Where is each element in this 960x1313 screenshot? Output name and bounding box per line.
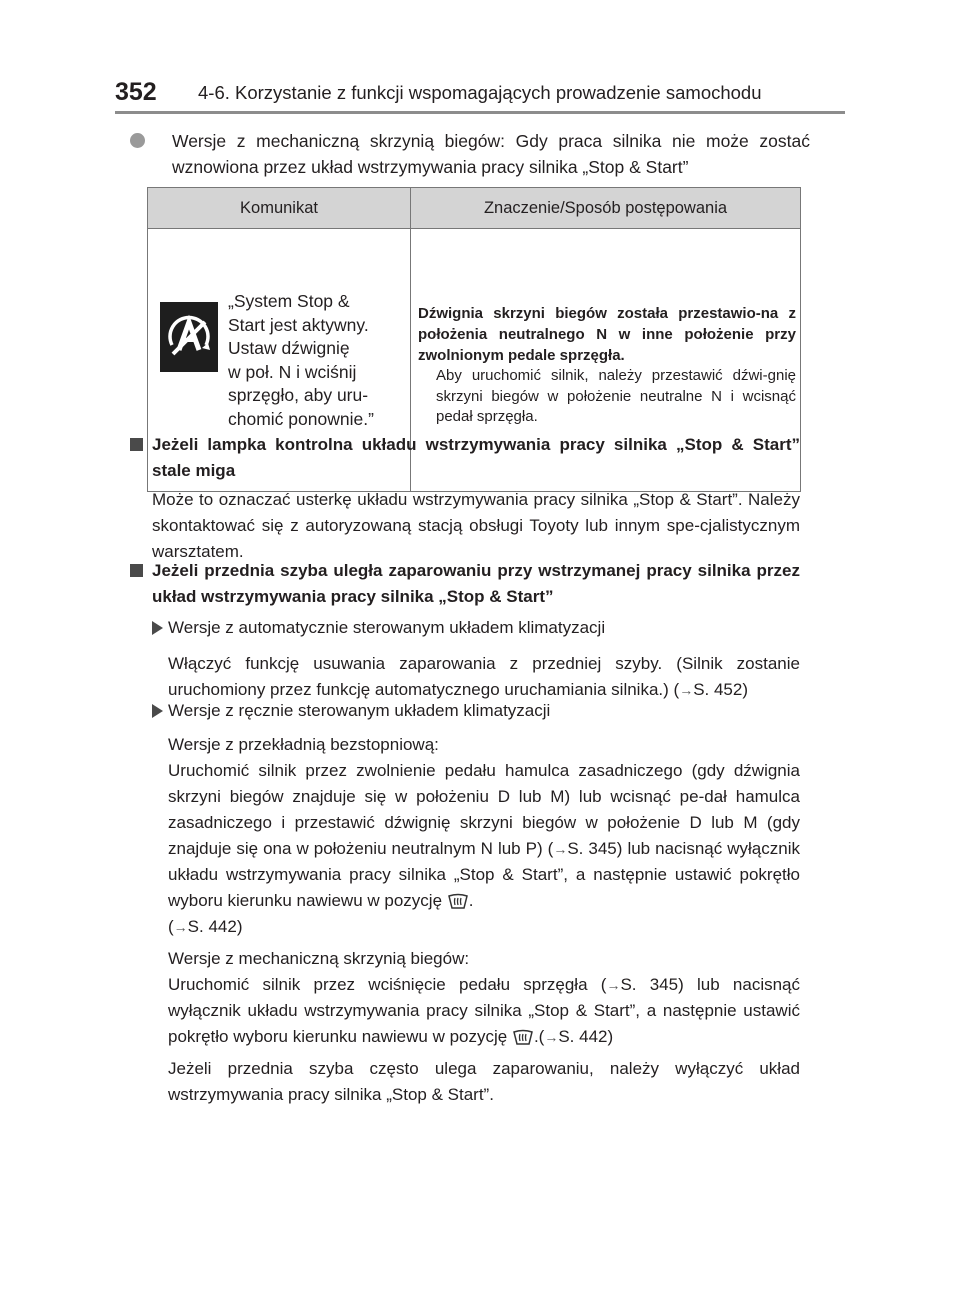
paragraph-advice: Jeżeli przednia szyba często ulega zaparowaniu, należy wyłączyć układ wstrzymywania pracy silnika „Stop & Start”. xyxy=(168,1059,800,1104)
subsection-title: Wersje z automatycznie sterowanym układem klimatyzacji xyxy=(130,615,800,641)
paragraph-manual: Wersje z mechaniczną skrzynią biegów: Uruchomić silnik przez wciśnięcie pedału sprzęgła (→S. 345) lub nacisnąć wyłącznik układu wstrzymywania pracy silnika „Stop & Start”, a następnie ustawić pokrętło wyboru kierunku nawiewu w pozycję .(→S. 442) xyxy=(168,949,801,1046)
right-arrow-icon: → xyxy=(544,1029,559,1045)
col-header-message: Komunikat xyxy=(148,188,411,229)
subsection-body xyxy=(130,732,800,1108)
section-lamp-blinking xyxy=(130,432,800,565)
message-text: „System Stop & Start jest aktywny. Ustaw dźwignię w poł. N i wciśnij sprzęgło, aby uru- chomić ponownie.” xyxy=(228,291,374,429)
right-arrow-icon: → xyxy=(606,977,621,993)
paragraph-cvt: Wersje z przekładnią bezstopniową: Uruchomić silnik przez zwolnienie pedału hamulca zasadniczego (gdy dźwignia skrzyni biegów znajduje się w położeniu D lub M) lub wcisnąć pe-dał hamulca zasadniczego i przestawić dźwignię skrzyni biegów w położenie D lub M (gdy znajduje się ona w położeniu neutralnym N lub P) (→S. 345) lub nacisnąć wyłącznik układu wstrzymywania pracy silnika „Stop & Start”, a następnie ustawić pokrętło wyboru kierunku nawiewu w pozycję . (→S. 442) xyxy=(168,735,800,936)
stop-start-icon xyxy=(160,302,218,372)
section-heading: Jeżeli przednia szyba uległa zaparowaniu przy wstrzymanej pracy silnika przez układ wstrzymywania pracy silnika „Stop & Start” xyxy=(130,558,800,610)
circle-bullet-icon xyxy=(130,133,145,148)
triangle-bullet-icon xyxy=(152,704,163,718)
subsection-auto-ac xyxy=(130,615,800,703)
subsection-body: Włączyć funkcję usuwania zaparowania z przedniej szyby. (Silnik zostanie uruchomiony przez funkcję automatycznego uruchamiania silnika.) (→S. 452) xyxy=(168,654,800,699)
intro-paragraph xyxy=(130,128,810,180)
right-arrow-icon: → xyxy=(679,682,694,698)
square-bullet-icon xyxy=(130,564,143,577)
section-heading: Jeżeli lampka kontrolna układu wstrzymywania pracy silnika „Stop & Start” stale miga xyxy=(130,432,800,484)
page-header xyxy=(115,78,845,114)
col-header-meaning: Znaczenie/Sposób postępowania xyxy=(411,188,801,229)
square-bullet-icon xyxy=(130,438,143,451)
page-number: 352 xyxy=(115,78,157,106)
section-windshield-fog xyxy=(130,558,800,610)
windshield-defog-icon xyxy=(512,1027,534,1043)
action-text: Aby uruchomić silnik, należy przestawić dźwi-gnię skrzyni biegów w położenie neutralne N i wcisnąć pedał sprzęgła. xyxy=(436,367,796,425)
right-arrow-icon: → xyxy=(173,919,188,935)
section-body: Może to oznaczać usterkę układu wstrzymywania pracy silnika „Stop & Start”. Należy skontaktować się z autoryzowaną stacją obsługi Toyoty lub innym spe-cjalistycznym warsztatem. xyxy=(152,490,800,561)
meaning-bold: Dźwignia skrzyni biegów została przestawio-na z położenia neutralnego N w inne położenie przy zwolnionym pedale sprzęgła. xyxy=(418,305,796,364)
subsection-manual-ac xyxy=(130,698,800,1114)
right-arrow-icon: → xyxy=(553,841,568,857)
chapter-title: 4-6. Korzystanie z funkcji wspomagających prowadzenie samochodu xyxy=(198,82,762,103)
intro-text: Wersje z mechaniczną skrzynią biegów: Gdy praca silnika nie może zostać wznowiona przez układ wstrzymywania pracy silnika „Stop & Start” xyxy=(172,131,810,177)
subsection-title: Wersje z ręcznie sterowanym układem klimatyzacji xyxy=(130,698,800,724)
triangle-bullet-icon xyxy=(152,621,163,635)
windshield-defog-icon xyxy=(447,891,469,907)
header-rule xyxy=(115,111,845,114)
